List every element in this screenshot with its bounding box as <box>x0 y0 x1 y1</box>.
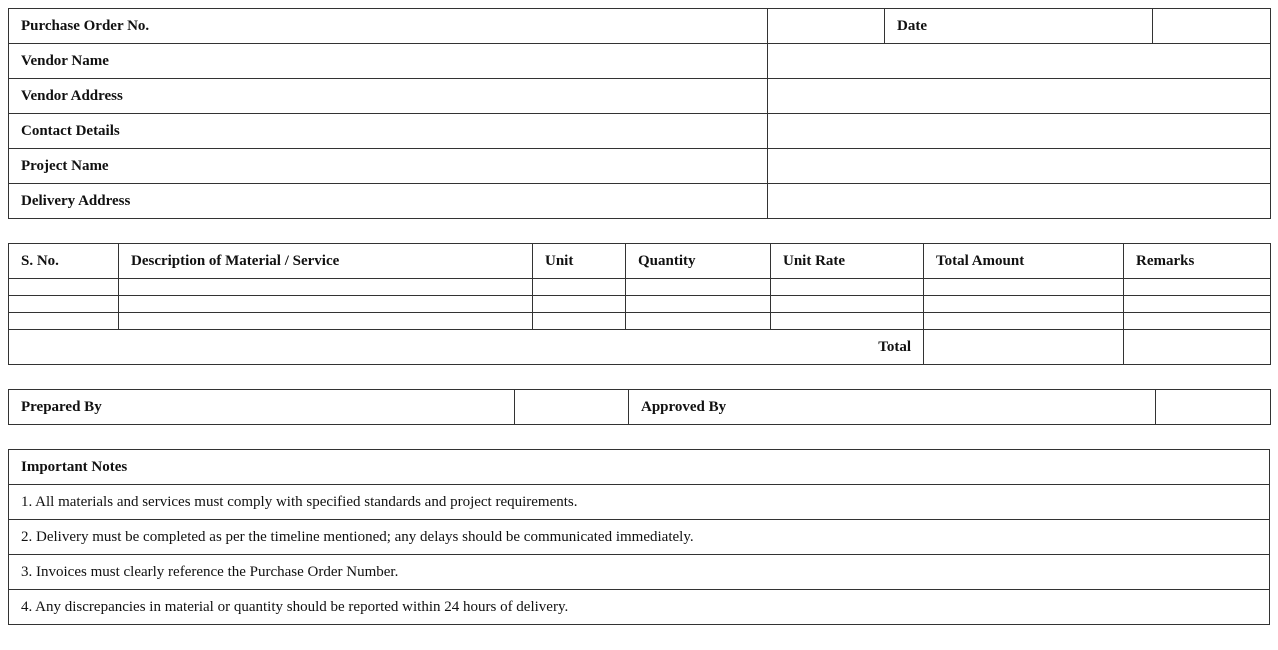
column-header-quantity: Quantity <box>626 244 771 279</box>
unit-cell[interactable] <box>533 313 626 330</box>
quantity-cell[interactable] <box>626 279 771 296</box>
note-row <box>9 590 1270 625</box>
note-item: 1. All materials and services must comply with specified standards and project requirements. <box>9 485 1270 520</box>
notes-title-row <box>9 450 1270 485</box>
notes-title: Important Notes <box>9 450 1270 485</box>
total-label: Total <box>9 330 924 365</box>
important-notes-table <box>8 449 1270 625</box>
contact-details-field[interactable] <box>768 114 1271 149</box>
approved-by-label: Approved By <box>629 390 1156 425</box>
description-cell[interactable] <box>119 313 533 330</box>
po-number-row <box>9 9 1271 44</box>
column-header-description: Description of Material / Service <box>119 244 533 279</box>
unit-rate-cell[interactable] <box>771 313 924 330</box>
remarks-cell[interactable] <box>1124 279 1271 296</box>
purchase-order-header-table <box>8 8 1271 219</box>
total-amount-cell[interactable] <box>924 279 1124 296</box>
vendor-address-label: Vendor Address <box>9 79 768 114</box>
note-item: 4. Any discrepancies in material or quantity should be reported within 24 hours of delivery. <box>9 590 1270 625</box>
prepared-by-label: Prepared By <box>9 390 515 425</box>
table-row <box>9 313 1271 330</box>
delivery-address-field[interactable] <box>768 184 1271 219</box>
unit-cell[interactable] <box>533 296 626 313</box>
vendor-name-field[interactable] <box>768 44 1271 79</box>
signatures-table <box>8 389 1271 425</box>
description-cell[interactable] <box>119 279 533 296</box>
note-row <box>9 520 1270 555</box>
vendor-name-row <box>9 44 1271 79</box>
po-number-field[interactable] <box>768 9 885 44</box>
column-header-s-no: S. No. <box>9 244 119 279</box>
date-label: Date <box>885 9 1153 44</box>
note-item: 3. Invoices must clearly reference the Purchase Order Number. <box>9 555 1270 590</box>
contact-details-label: Contact Details <box>9 114 768 149</box>
vendor-address-field[interactable] <box>768 79 1271 114</box>
total-amount-cell[interactable] <box>924 313 1124 330</box>
column-header-unit-rate: Unit Rate <box>771 244 924 279</box>
project-name-row <box>9 149 1271 184</box>
project-name-field[interactable] <box>768 149 1271 184</box>
note-row <box>9 555 1270 590</box>
total-amount-field[interactable] <box>924 330 1124 365</box>
remarks-cell[interactable] <box>1124 313 1271 330</box>
column-header-total-amount: Total Amount <box>924 244 1124 279</box>
signatures-row <box>9 390 1271 425</box>
line-items-table <box>8 243 1271 365</box>
date-field[interactable] <box>1153 9 1271 44</box>
delivery-address-label: Delivery Address <box>9 184 768 219</box>
po-number-label: Purchase Order No. <box>9 9 768 44</box>
table-row <box>9 296 1271 313</box>
description-cell[interactable] <box>119 296 533 313</box>
note-row <box>9 485 1270 520</box>
delivery-address-row <box>9 184 1271 219</box>
vendor-name-label: Vendor Name <box>9 44 768 79</box>
prepared-by-field[interactable] <box>515 390 629 425</box>
vendor-address-row <box>9 79 1271 114</box>
project-name-label: Project Name <box>9 149 768 184</box>
s-no-cell[interactable] <box>9 279 119 296</box>
unit-cell[interactable] <box>533 279 626 296</box>
column-header-remarks: Remarks <box>1124 244 1271 279</box>
remarks-cell[interactable] <box>1124 296 1271 313</box>
column-header-unit: Unit <box>533 244 626 279</box>
approved-by-field[interactable] <box>1156 390 1271 425</box>
quantity-cell[interactable] <box>626 313 771 330</box>
line-items-header-row <box>9 244 1271 279</box>
quantity-cell[interactable] <box>626 296 771 313</box>
total-amount-cell[interactable] <box>924 296 1124 313</box>
table-row <box>9 279 1271 296</box>
s-no-cell[interactable] <box>9 313 119 330</box>
total-row <box>9 330 1271 365</box>
s-no-cell[interactable] <box>9 296 119 313</box>
note-item: 2. Delivery must be completed as per the timeline mentioned; any delays should be communicated immediately. <box>9 520 1270 555</box>
total-remarks-field[interactable] <box>1124 330 1271 365</box>
unit-rate-cell[interactable] <box>771 296 924 313</box>
contact-details-row <box>9 114 1271 149</box>
unit-rate-cell[interactable] <box>771 279 924 296</box>
